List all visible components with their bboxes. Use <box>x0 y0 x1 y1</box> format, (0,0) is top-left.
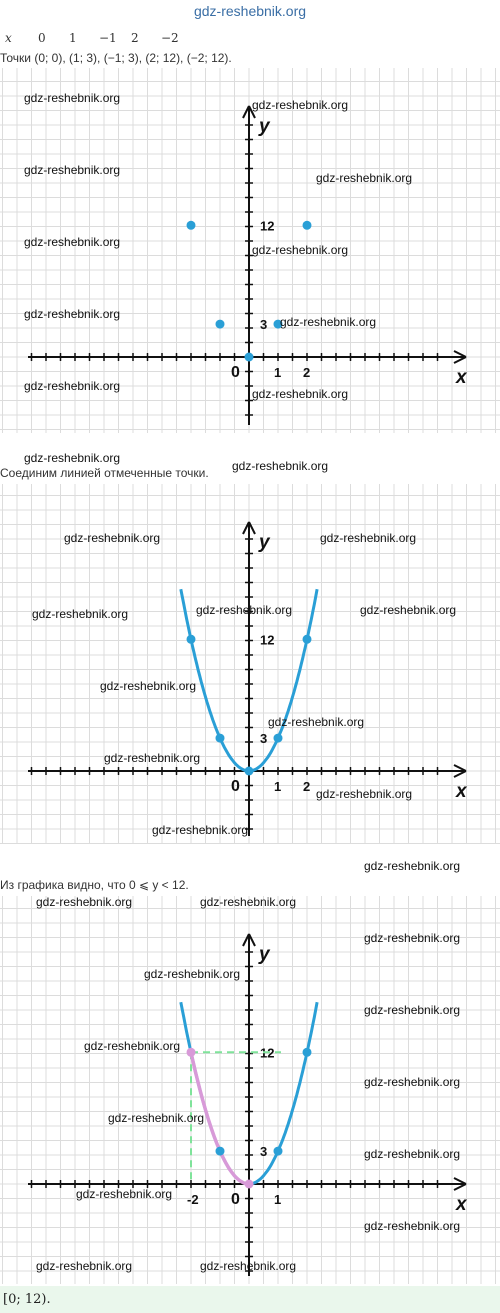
y-tick-label: 12 <box>260 1045 275 1061</box>
watermark: gdz-reshebnik.org <box>320 531 417 545</box>
connect-line: Соединим линией отмеченные точки. <box>0 466 209 480</box>
data-point <box>303 1048 312 1057</box>
watermark: gdz-reshebnik.org <box>200 895 297 909</box>
watermark: gdz-reshebnik.org <box>24 307 121 321</box>
watermark: gdz-reshebnik.org <box>108 1111 205 1125</box>
x-axis-label: x <box>456 781 467 802</box>
watermark: gdz-reshebnik.org <box>196 603 293 617</box>
data-point <box>187 221 196 230</box>
watermark: gdz-reshebnik.org <box>84 1039 181 1053</box>
x-axis-label: x <box>456 1194 467 1215</box>
watermark: gdz-reshebnik.org <box>252 98 349 112</box>
table-cell: −2 <box>161 31 179 45</box>
watermark: gdz-reshebnik.org <box>252 243 349 257</box>
data-point <box>216 1147 225 1156</box>
watermark: gdz-reshebnik.org <box>252 387 349 401</box>
table-cell: 2 <box>131 31 139 45</box>
table-cell: 0 <box>38 31 46 45</box>
watermark: gdz-reshebnik.org <box>364 1003 461 1017</box>
watermark: gdz-reshebnik.org <box>36 1259 133 1273</box>
watermark: gdz-reshebnik.org <box>24 91 121 105</box>
value-table <box>0 31 191 49</box>
x-axis-label: x <box>456 367 467 388</box>
watermark: gdz-reshebnik.org <box>100 679 197 693</box>
watermark: gdz-reshebnik.org <box>24 451 121 465</box>
points-line: Точки (0; 0), (1; 3), (−1; 3), (2; 12), (−2; 12). <box>0 51 232 65</box>
data-point <box>245 353 254 362</box>
watermark: gdz-reshebnik.org <box>280 315 377 329</box>
origin-label: 0 <box>231 778 240 795</box>
watermark: gdz-reshebnik.org <box>152 823 249 837</box>
watermark: gdz-reshebnik.org <box>364 931 461 945</box>
watermark: gdz-reshebnik.org <box>316 171 413 185</box>
watermark: gdz-reshebnik.org <box>24 379 121 393</box>
watermark: gdz-reshebnik.org <box>64 531 161 545</box>
x-tick-label: 2 <box>303 779 311 794</box>
watermark: gdz-reshebnik.org <box>200 1259 297 1273</box>
dashed-guide <box>191 1052 281 1184</box>
watermark: gdz-reshebnik.org <box>24 163 121 177</box>
watermark: gdz-reshebnik.org <box>268 715 365 729</box>
y-tick-label: 3 <box>260 731 268 747</box>
watermark: gdz-reshebnik.org <box>24 235 121 249</box>
watermark: gdz-reshebnik.org <box>36 895 133 909</box>
answer-box: [0; 12). <box>0 1286 500 1313</box>
watermark: gdz-reshebnik.org <box>32 607 129 621</box>
x-tick-label: 2 <box>303 365 311 380</box>
table-cell: −1 <box>99 31 117 45</box>
y-tick-label: 3 <box>260 1144 268 1160</box>
x-tick-label: 1 <box>274 1192 282 1207</box>
x-tick-label: 1 <box>274 365 282 380</box>
table-cell: x <box>5 31 12 45</box>
y-axis-label: y <box>259 944 270 965</box>
data-point <box>303 635 312 644</box>
y-axis-label: y <box>259 532 270 553</box>
origin-label: 0 <box>231 364 240 381</box>
watermark: gdz-reshebnik.org <box>364 1219 461 1233</box>
data-point <box>274 1147 283 1156</box>
watermark: gdz-reshebnik.org <box>364 1075 461 1089</box>
table-cell: 1 <box>69 31 77 45</box>
y-tick-label: 12 <box>260 632 275 648</box>
watermark: gdz-reshebnik.org <box>76 1187 173 1201</box>
x-tick-label: -2 <box>187 1192 199 1207</box>
y-axis-label: y <box>259 116 270 137</box>
origin-label: 0 <box>231 1191 240 1208</box>
watermark: gdz-reshebnik.org <box>144 967 241 981</box>
y-tick-label: 12 <box>260 218 275 234</box>
data-point <box>274 734 283 743</box>
data-point <box>303 221 312 230</box>
x-tick-label: 1 <box>274 779 282 794</box>
watermark: gdz-reshebnik.org <box>316 787 413 801</box>
site-header[interactable]: gdz-reshebnik.org <box>193 3 307 19</box>
y-tick-label: 3 <box>260 317 268 333</box>
watermark: gdz-reshebnik.org <box>360 603 457 617</box>
observation-line: Из графика видно, что 0 ⩽ y < 12. <box>0 878 189 892</box>
data-point <box>187 635 196 644</box>
data-point <box>187 1048 196 1057</box>
data-point <box>245 1180 254 1189</box>
watermark: gdz-reshebnik.org <box>364 859 461 873</box>
watermark: gdz-reshebnik.org <box>364 1147 461 1161</box>
data-point <box>245 767 254 776</box>
data-point <box>216 734 225 743</box>
data-point <box>216 320 225 329</box>
watermark: gdz-reshebnik.org <box>232 459 329 473</box>
watermark: gdz-reshebnik.org <box>104 751 201 765</box>
